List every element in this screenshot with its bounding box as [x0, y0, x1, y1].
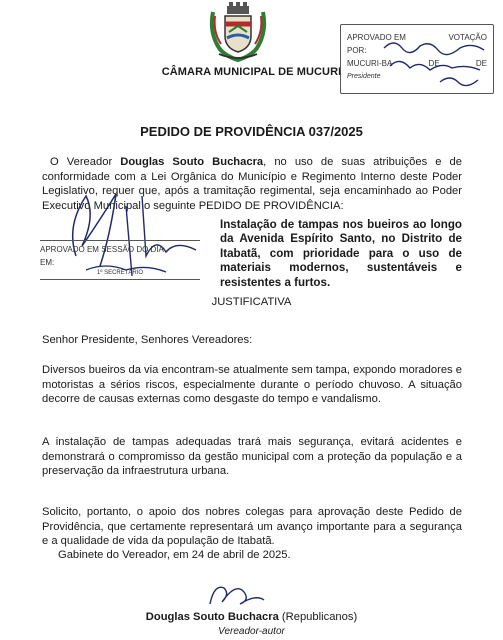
intro-body: , no uso de suas atribuições e de conformidade com a Lei Orgânica do Município e Regimento Interno deste Poder Legislativo, requer que, após a tramitação regimental, seja encaminhado ao Poder Executivo Municipal o seguinte PEDIDO DE PROVIDÊNCIA: — [42, 156, 463, 212]
justification-heading: JUSTIFICATIVA — [211, 296, 292, 308]
request-text: Instalação de tampas nos bueiros ao longo da Avenida Espírito Santo, no Distrito de Itabatã, com prioridade para o uso de materiais modernos, sustentáveis e resistentes a furtos. — [220, 217, 462, 289]
justification-paragraph-1: Diversos bueiros da via encontram-se atualmente sem tampa, expondo moradores e motoristas a sérios riscos, especialmente durante o período chuvoso. A situação decorre de causas externas como desgaste do tempo e vandalismo. — [42, 364, 462, 405]
coat-of-arms-icon — [205, 2, 271, 64]
session-approval-label: APROVADO EM SESSÃO DO DIA — [40, 245, 164, 254]
intro-prefix: O Vereador — [50, 156, 121, 168]
document-title: PEDIDO DE PROVIDÊNCIA 037/2025 — [140, 124, 363, 139]
intro-author: Douglas Souto Buchacra — [120, 156, 264, 168]
secretary-label: 1º SECRETÁRIO — [96, 270, 144, 276]
stamp-by-label: POR: — [347, 46, 367, 55]
stamp-city-label: MUCURI-BA — [347, 59, 393, 68]
author-name: Douglas Souto Buchacra — [145, 611, 279, 623]
stamp-vote-label: VOTAÇÃO — [448, 33, 487, 42]
author-role: Vereador-autor — [218, 626, 285, 637]
author-name-line — [0, 611, 503, 623]
stamp-de-label: DE — [428, 59, 440, 68]
justification-paragraph-2: A instalação de tampas adequadas trará mais segurança, evitará acidentes e demonstrará o compromisso da gestão municipal com a proteção da população e a preservação da infraestrutura urbana. — [42, 436, 462, 477]
greeting: Senhor Presidente, Senhores Vereadores: — [42, 334, 253, 346]
handwritten-signature-top-icon — [380, 26, 500, 96]
chamber-name: CÂMARA MUNICIPAL DE MUCURI — [161, 66, 342, 78]
session-date-label: EM: — [40, 258, 55, 267]
stamp-de-label-2: DE — [475, 59, 487, 68]
signature-date-line: Gabinete do Vereador, em 24 de abril de 2025. — [58, 549, 291, 561]
session-approval-stamp — [40, 240, 200, 280]
author-signature-icon — [200, 574, 270, 614]
stamp-president-label: Presidente — [347, 73, 381, 80]
justification-paragraph-3: Solicito, portanto, o apoio dos nobres colegas para aprovação deste Pedido de Providência, que certamente representará um avanço importante para a segurança e a qualidade de vida da população de Itabatã. — [42, 506, 462, 547]
author-party: (Republicanos) — [278, 611, 358, 623]
stamp-approved-label: APROVADO EM — [347, 33, 406, 42]
